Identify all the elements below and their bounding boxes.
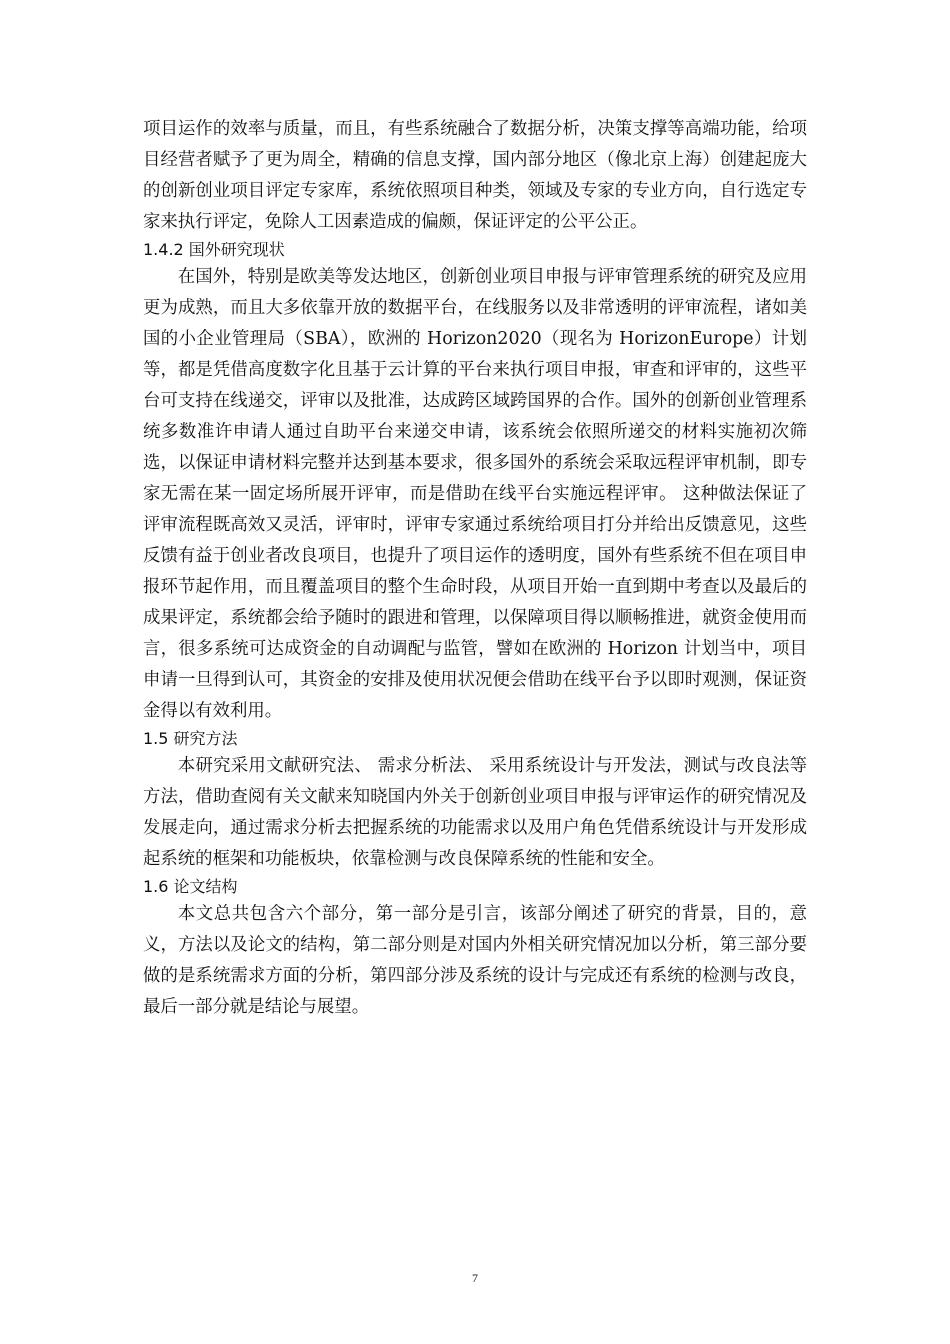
page-number: 7	[472, 1271, 478, 1285]
section-heading-1-4-2: 1.4.2 国外研究现状	[143, 240, 285, 259]
section-heading-1-5: 1.5 研究方法	[143, 729, 238, 748]
continuation-paragraph: 项目运作的效率与质量，而且，有些系统融合了数据分析，决策支撑等高端功能，给项目经营者赋予了更为周全，精确的信息支撑，国内部分地区（像北京上海）创建起庞大的创新创业项目评定专家库，系统依照项目种类，领域及专家的专业方向，自行选定专家来执行评定，免除人工因素造成的偏颇，保证评定的公平公正。	[143, 119, 807, 232]
section-paragraph-1-6: 本文总共包含六个部分，第一部分是引言，该部分阐述了研究的背景，目的，意义，方法以及论文的结构，第二部分则是对国内外相关研究情况加以分析，第三部分要做的是系统需求方面的分析，第四部分涉及系统的设计与完成还有系统的检测与改良，最后一部分就是结论与展望。	[143, 904, 807, 1017]
section-heading-1-6: 1.6 论文结构	[143, 877, 238, 896]
section-paragraph-1-4-2: 在国外，特别是欧美等发达地区，创新创业项目申报与评审管理系统的研究及应用更为成熟，而且大多依靠开放的数据平台，在线服务以及非常透明的评审流程，诸如美国的小企业管理局（SBA），欧洲的 Horizon2020（现名为 HorizonEurope）计划等，都是凭借高度数字化且基于云计算的平台来执行项目申报，审查和评审的，这些平台可支持在线递交，评审以及批准，达成跨区域跨国界的合作。国外的创新创业管理系统多数准许申请人通过自助平台来递交申请，该系统会依照所递交的材料实施初次筛选，以保证申请材料完整并达到基本要求，很多国外的系统会采取远程评审机制，即专家无需在某一固定场所展开评审，而是借助在线平台实施远程评审。 这种做法保证了评审流程既高效又灵活，评审时，评审专家通过系统给项目打分并给出反馈意见，这些反馈有益于创业者改良项目，也提升了项目运作的透明度，国外有些系统不但在项目申报环节起作用，而且覆盖项目的整个生命时段，从项目开始一直到期中考查以及最后的成果评定，系统都会给予随时的跟进和管理，以保障项目得以顺畅推进，就资金使用而言，很多系统可达成资金的自动调配与监管，譬如在欧洲的 Horizon 计划当中，项目申请一旦得到认可，其资金的安排及使用状况便会借助在线平台予以即时观测，保证资金得以有效利用。	[143, 267, 807, 721]
section-paragraph-1-5: 本研究采用文献研究法、 需求分析法、 采用系统设计与开发法，测试与改良法等方法，借助查阅有关文献来知晓国内外关于创新创业项目申报与评审运作的研究情况及发展走向，通过需求分析去把握系统的功能需求以及用户角色凭借系统设计与开发形成起系统的框架和功能板块，依靠检测与改良保障系统的性能和安全。	[143, 756, 807, 869]
page-content	[143, 114, 807, 1023]
